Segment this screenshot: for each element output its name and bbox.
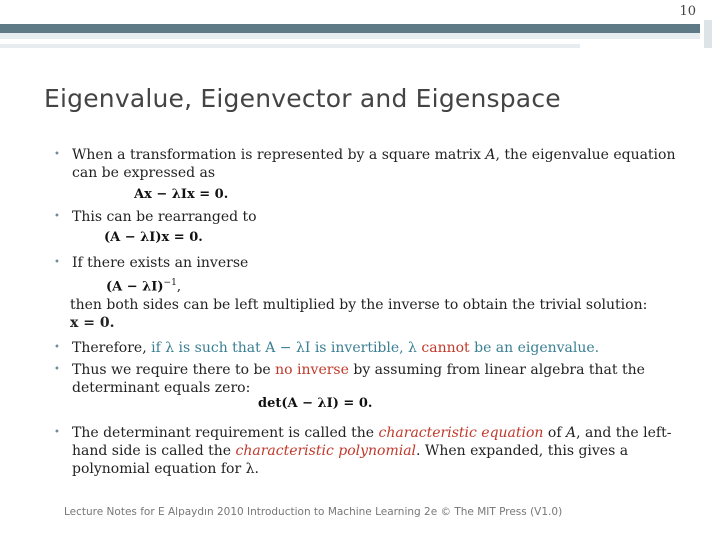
bullet-dot: • [54, 149, 60, 160]
bullet-dot: • [54, 342, 60, 353]
bullet-text: When a transformation is represented by a square matrix A, the eigenvalue equation can be expressed as [72, 147, 676, 181]
footer-citation: Lecture Notes for E Alpaydın 2010 Introduction to Machine Learning 2e © The MIT Press (V1.0) [64, 506, 563, 518]
bullet-text: This can be rearranged to [72, 209, 257, 225]
bullet-dot: • [54, 364, 60, 375]
bullet-3-continued: then both sides can be left multiplied by the inverse to obtain the trivial solution: x = 0. [70, 297, 648, 331]
bullet-text: If there exists an inverse [72, 255, 249, 271]
bullet-dot: • [54, 211, 60, 222]
header-rule [0, 44, 580, 48]
page-number: 10 [679, 4, 696, 19]
header-bar [0, 24, 700, 33]
equation-inverse: $(A - \lambda I)^{-1}$, [106, 278, 181, 295]
header-bar-light [0, 33, 700, 39]
header-side-block [704, 20, 712, 48]
equation-eigen: Ax − λIx = 0. [134, 187, 229, 202]
equation-rearranged: (A − λI)x = 0. [104, 230, 203, 245]
bullet-dot: • [54, 427, 60, 438]
bullet-text: Therefore, if λ is such that A − λI is invertible, λ cannot be an eigenvalue. [72, 340, 600, 356]
slide-title: Eigenvalue, Eigenvector and Eigenspace [44, 84, 561, 113]
bullet-text: Thus we require there to be no inverse by assuming from linear algebra that the determinant equals zero: [72, 362, 645, 396]
bullet-text: The determinant requirement is called the characteristic equation of A, and the left- hand side is called the characteristic polynomial. When expanded, this gives a polynomial equation for λ. [72, 425, 672, 477]
bullet-dot: • [54, 257, 60, 268]
equation-determinant: det(A − λI) = 0. [258, 396, 373, 411]
